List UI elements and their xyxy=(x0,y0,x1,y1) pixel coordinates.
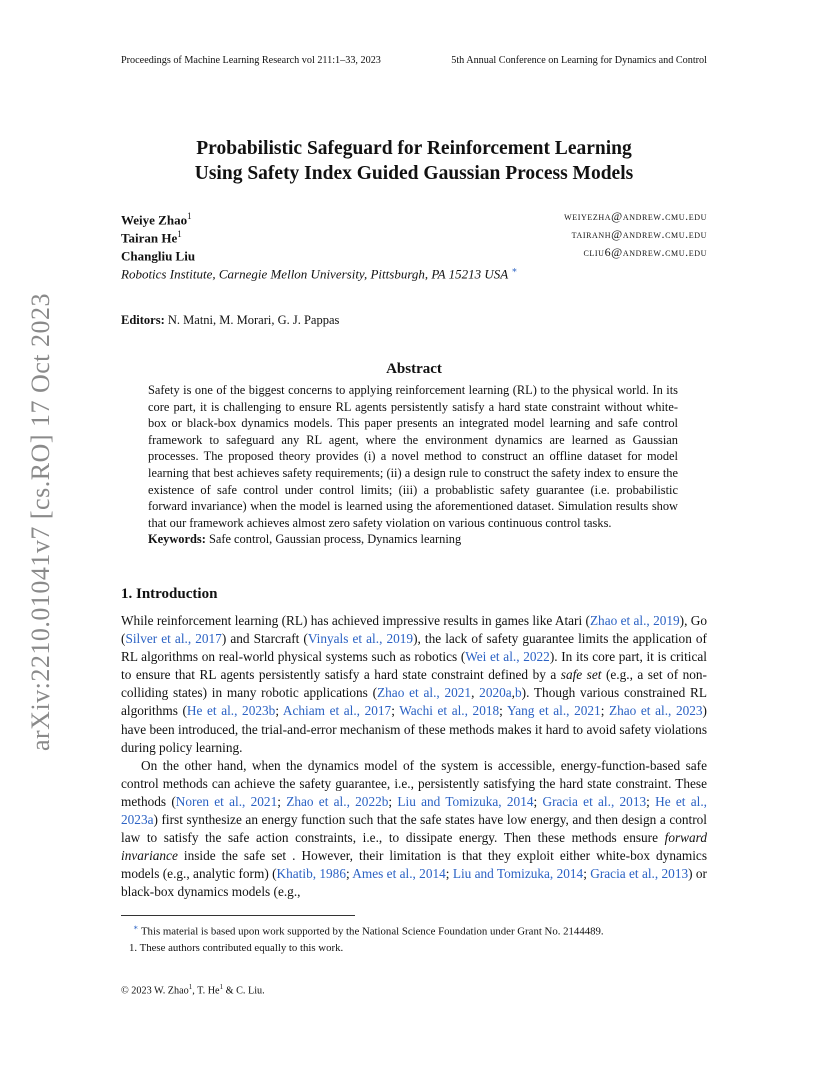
emphasis-text: safe set xyxy=(560,667,602,683)
body-text: ). In its core part, it is critical to ensure that RL agents persistently satisfy a hard state constraint defined by a xyxy=(121,649,707,683)
keywords-label: Keywords: xyxy=(148,532,206,547)
running-header xyxy=(121,55,707,66)
citation-link[interactable]: Liu and Tomizuka, 2014 xyxy=(452,866,584,882)
citation-link[interactable]: Noren et al., 2021 xyxy=(175,793,278,809)
body-text: ). Though various constrained RL algorithms ( xyxy=(121,685,707,719)
abstract-body xyxy=(148,382,678,548)
editors-line xyxy=(121,313,339,328)
body-text: ; xyxy=(533,793,543,809)
footnotes xyxy=(121,920,604,956)
citation-link[interactable]: Yang et al., 2021 xyxy=(506,703,601,719)
body-text: ) first synthesize an energy function such that the safe states have low energy, and then design a control law to satisfy the safe action constraints, i.e., to dissipate energy. Then these methods ensure xyxy=(121,812,707,846)
footnote-funding: ∗ This material is based upon work supported by the National Science Foundation under Grant No. 2144489. xyxy=(133,923,604,938)
citation-link[interactable]: b xyxy=(515,685,522,701)
header-proceedings: Proceedings of Machine Learning Research vol 211:1–33, 2023 xyxy=(121,55,381,66)
affiliation: Robotics Institute, Carnegie Mellon University, Pittsburgh, PA 15213 USA ∗ xyxy=(121,265,518,282)
keywords-list: Safe control, Gaussian process, Dynamics learning xyxy=(208,532,462,547)
citation-link[interactable]: Vinyals et al., 2019 xyxy=(307,631,414,647)
title-line-2: Using Safety Index Guided Gaussian Process Models xyxy=(194,163,634,184)
author-name: Weiye Zhao xyxy=(121,212,188,228)
body-text: ) or black-box dynamics models (e.g., xyxy=(121,866,707,900)
citation-link[interactable]: Wachi et al., 2018 xyxy=(399,703,500,719)
editors-names: N. Matni, M. Morari, G. J. Pappas xyxy=(167,313,340,327)
body-text: ), the lack of safety guarantee limits the application of RL algorithms on real-world physical systems such as robotics ( xyxy=(121,631,707,665)
author-email[interactable]: cliu6@andrew.cmu.edu xyxy=(583,245,707,259)
body-text: ; xyxy=(499,703,507,719)
body-text: ; xyxy=(275,703,283,719)
footnote-mark: ∗ xyxy=(133,923,139,932)
abstract-text: Safety is one of the biggest concerns to applying reinforcement learning (RL) to the physical world. In its core part, it is challenging to ensure RL agents persistently satisfy a hard state constraint without white-box or black-box dynamics models. This paper presents an integrated model learning and safe control framework to safeguard any RL agent, where the environment dynamics are learned as Gaussian processes. The proposed theory provides (i) a novel method to construct an offline dataset for model learning that best achieves safety requirements; (ii) a design rule to construct the safety index to ensure the existence of safe control under control limits; (iii) a probablistic safety guarantee (i.e. probabilistic forward invariance) when the model is learned using the aforementioned dataset. Simulation results show that our framework achieves almost zero safety violation on various continuous control tasks. xyxy=(148,383,678,530)
copyright-line: © 2023 W. Zhao$^1$, T. He$^1$ & C. Liu. xyxy=(121,983,265,997)
body-text: ; xyxy=(391,703,400,719)
header-conference: 5th Annual Conference on Learning for Dynamics and Control xyxy=(451,55,707,66)
footnote-link[interactable]: ∗ xyxy=(511,265,518,275)
emphasis-text: forward invariance xyxy=(121,830,707,864)
body-text: ; xyxy=(600,703,609,719)
citation-link[interactable]: Gracia et al., 2013 xyxy=(542,793,647,809)
title-line-1: Probabilistic Safeguard for Reinforcement Learning xyxy=(196,138,632,159)
body-text: On the other hand, when the dynamics model of the system is accessible, energy-function-based safe control methods can achieve the safety guarantee, i.e., persistently satisfying the hard state constraint. These methods ( xyxy=(121,757,707,809)
citation-link[interactable]: Achiam et al., 2017 xyxy=(282,703,392,719)
body-text: ; xyxy=(345,866,353,882)
body-text: While reinforcement learning (RL) has achieved impressive results in games like Atari ( xyxy=(121,613,590,628)
author-name: Tairan He xyxy=(121,230,178,246)
citation-link[interactable]: He et al., 2023b xyxy=(186,703,276,719)
citation-link[interactable]: Liu and Tomizuka, 2014 xyxy=(397,793,534,809)
citation-link[interactable]: He et al., 2023a xyxy=(121,793,707,828)
arxiv-stamp xyxy=(22,287,60,757)
author-row xyxy=(121,225,707,246)
citation-link[interactable]: Ames et al., 2014 xyxy=(352,866,446,882)
body-text: inside the safe set . However, their limitation is that they exploit either white-box dynamics models (e.g., analytic form) ( xyxy=(121,848,707,882)
editors-label: Editors: xyxy=(121,313,165,327)
body-text: ), Go ( xyxy=(121,613,707,647)
citation-link[interactable]: Silver et al., 2017 xyxy=(125,631,222,647)
citation-link[interactable]: Gracia et al., 2013 xyxy=(590,866,689,882)
citation-link[interactable]: Zhao et al., 2019 xyxy=(589,613,680,628)
author-email[interactable]: weiyezha@andrew.cmu.edu xyxy=(564,209,707,223)
footnote-equal-contribution: 1. These authors contributed equally to this work. xyxy=(129,941,344,954)
body-text: ) and Starcraft ( xyxy=(221,631,308,647)
body-text: ; xyxy=(388,793,398,809)
paper-title xyxy=(0,136,828,186)
citation-link[interactable]: Zhao et al., 2022b xyxy=(286,793,389,809)
citation-link[interactable]: Wei et al., 2022 xyxy=(465,649,550,665)
author-affil-mark: 1 xyxy=(187,211,192,221)
keywords xyxy=(148,531,678,548)
citation-link[interactable]: Khatib, 1986 xyxy=(276,866,346,882)
paragraph-2 xyxy=(121,757,707,902)
author-email[interactable]: tairanh@andrew.cmu.edu xyxy=(571,227,707,241)
author-block xyxy=(121,207,707,282)
author-affil-mark: 1 xyxy=(177,229,182,239)
author-row xyxy=(121,243,707,264)
introduction-body xyxy=(121,612,707,902)
body-text: , xyxy=(511,685,515,701)
author-name: Changliu Liu xyxy=(121,248,196,264)
body-text: ) have been introduced, the trial-and-error mechanism of these methods makes it hard to avoid safety violations during policy learning. xyxy=(121,703,707,755)
body-text: ; xyxy=(646,793,656,809)
body-text: (e.g., a set of non-colliding states) in many robotic applications ( xyxy=(121,667,707,701)
abstract-heading: Abstract xyxy=(386,361,442,377)
body-text: ; xyxy=(583,866,591,882)
section-heading-introduction: 1. Introduction xyxy=(121,586,218,602)
body-text: ; xyxy=(445,866,453,882)
author-row xyxy=(121,207,707,228)
body-text: , xyxy=(471,685,480,701)
body-text: ; xyxy=(277,793,287,809)
arxiv-id: arXiv:2210.01041v7 [cs.RO] 17 Oct 2023 xyxy=(26,292,55,752)
citation-link[interactable]: Zhao et al., 2021 xyxy=(377,685,472,701)
footnote-rule xyxy=(121,915,355,916)
citation-link[interactable]: 2020a xyxy=(479,685,512,701)
paragraph-1 xyxy=(121,612,707,757)
citation-link[interactable]: Zhao et al., 2023 xyxy=(608,703,703,719)
